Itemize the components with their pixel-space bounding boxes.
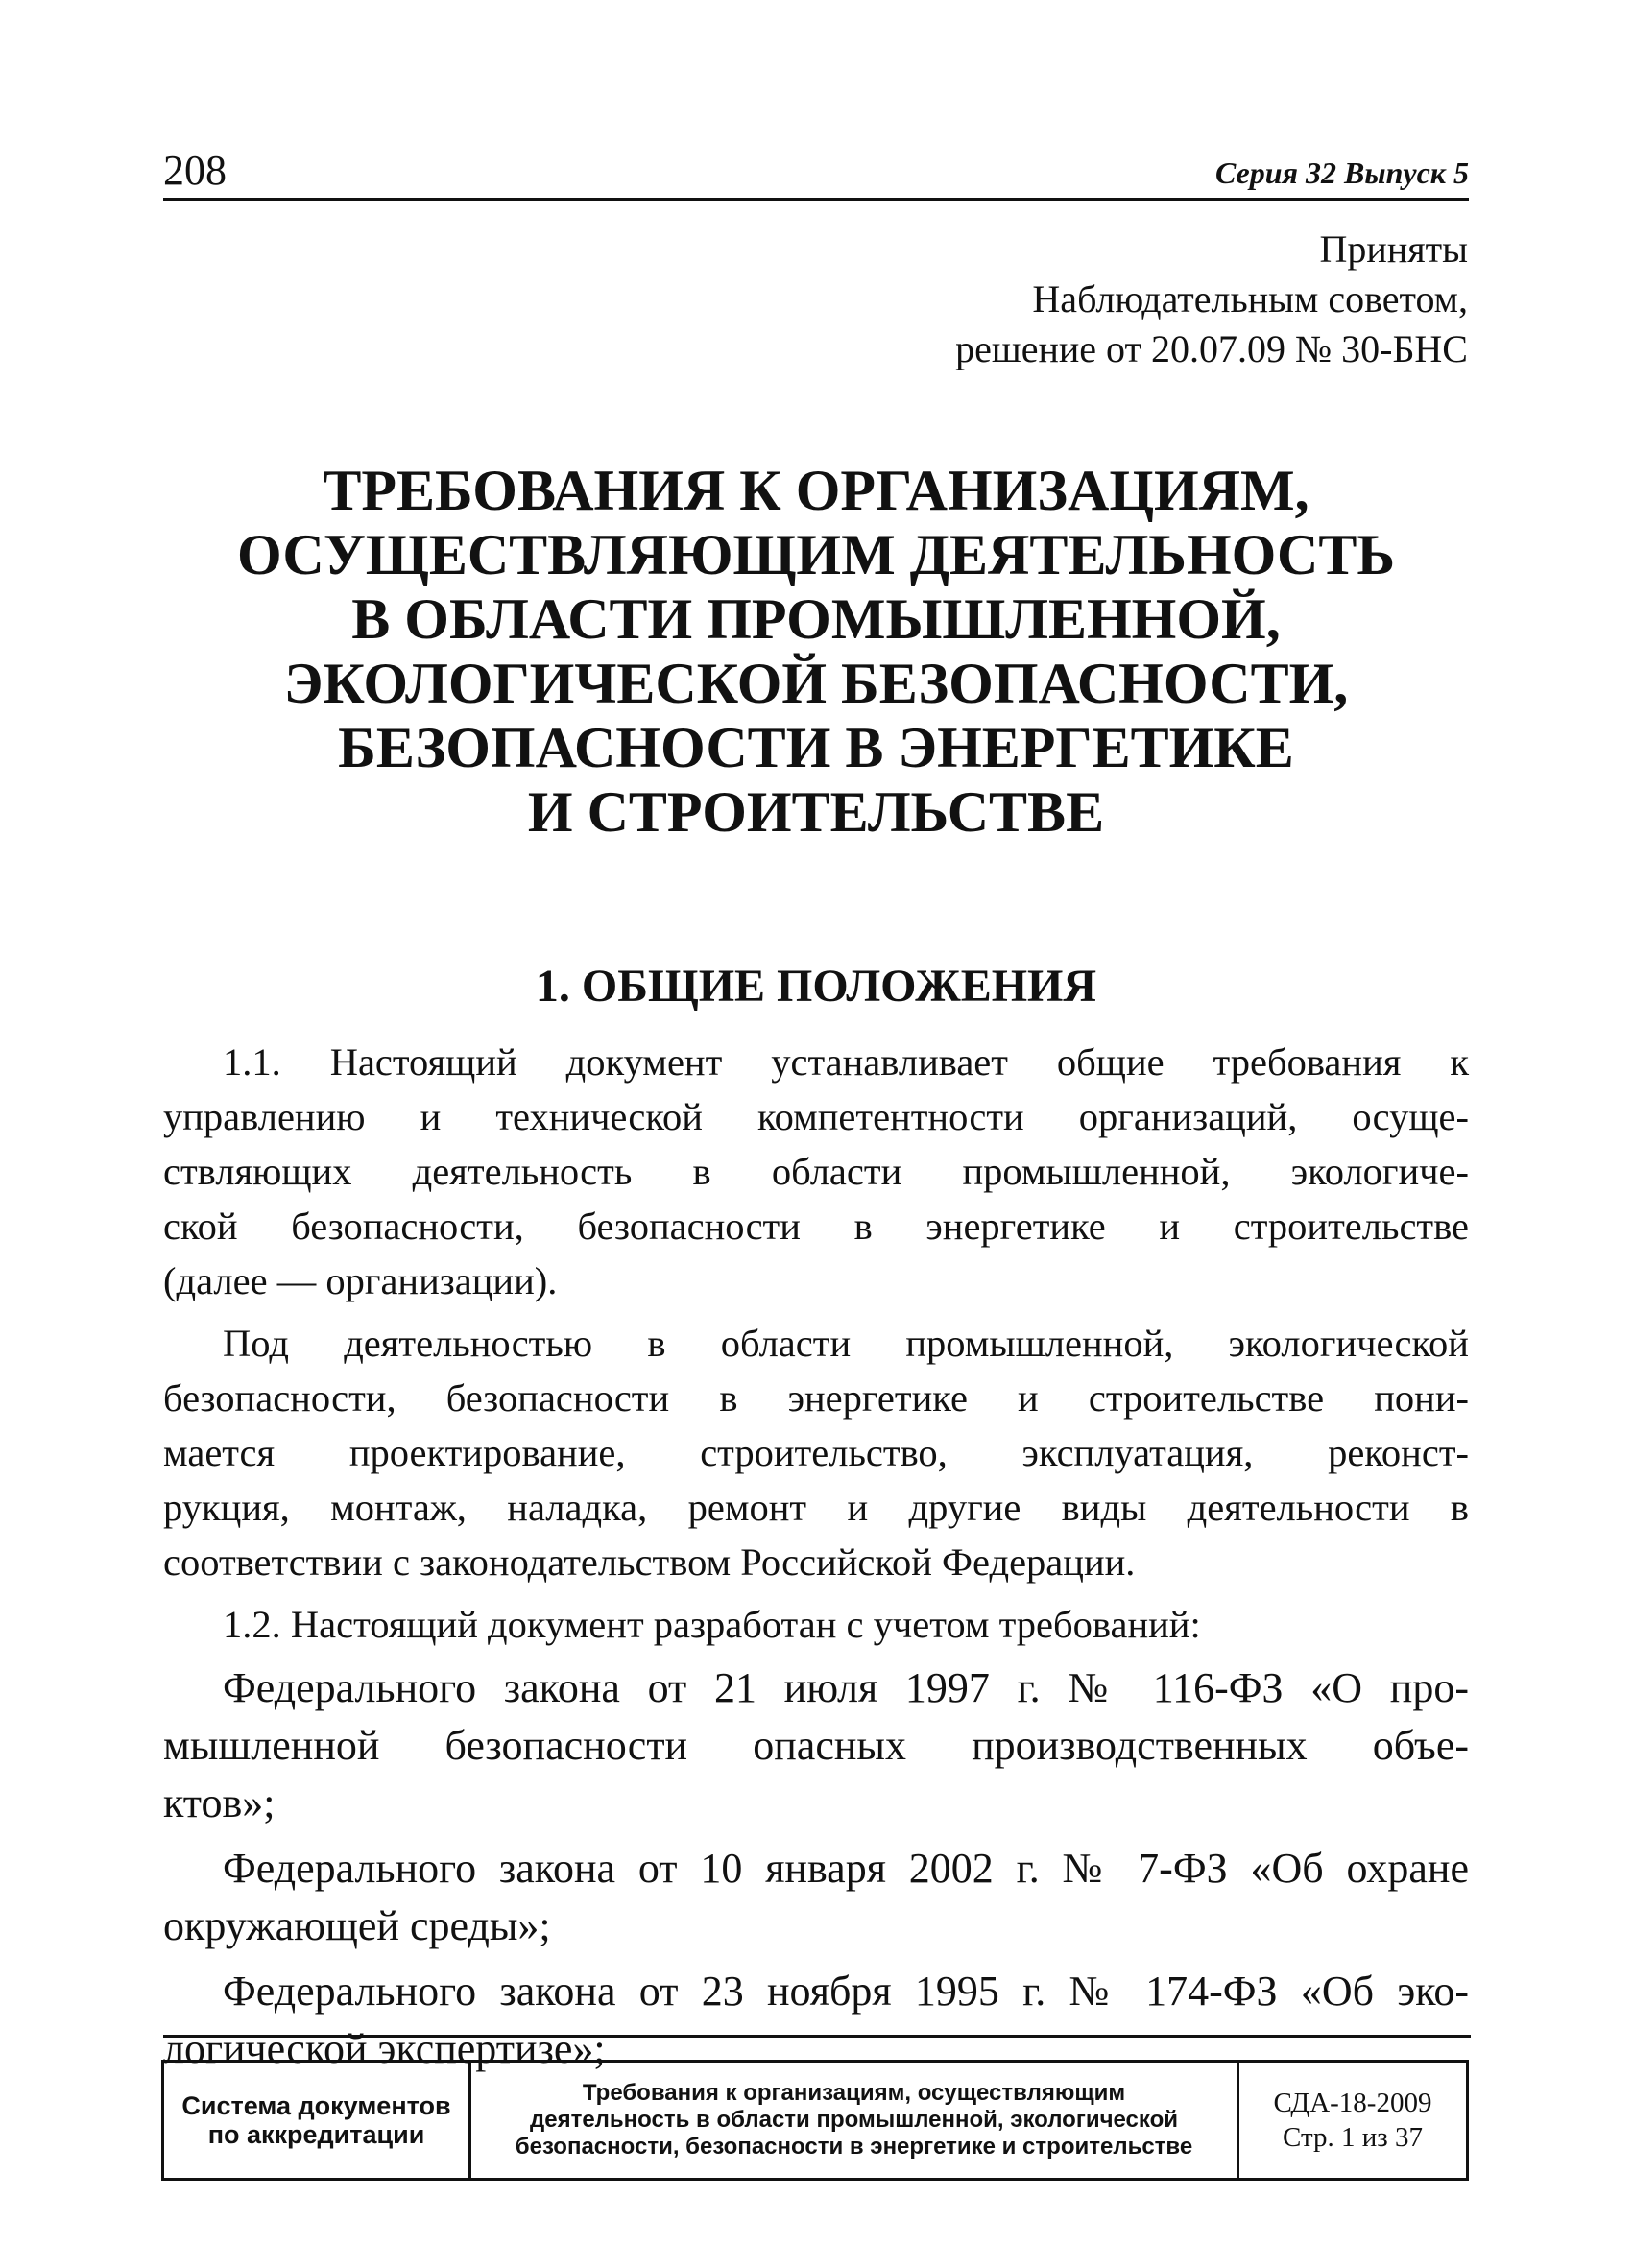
title-line: БЕЗОПАСНОСТИ В ЭНЕРГЕТИКЕ [338, 716, 1294, 779]
title-line: ЭКОЛОГИЧЕСКОЙ БЕЗОПАСНОСТИ, [283, 652, 1349, 715]
page-number: 208 [163, 147, 227, 194]
footer-divider [163, 2035, 1471, 2038]
footer-title-line: деятельность в области промышленной, экологической [529, 2107, 1179, 2133]
title-line: ТРЕБОВАНИЯ К ОРГАНИЗАЦИЯМ, [323, 459, 1309, 522]
text-line: мается проектирование, строительство, эксплуатация, реконст- [163, 1431, 1469, 1474]
text-line: окружающей среды»; [163, 1902, 551, 1949]
section-heading: 1. ОБЩИЕ ПОЛОЖЕНИЯ [535, 961, 1097, 1012]
footer-system-cell [164, 2063, 471, 2178]
text-line: рукция, монтаж, наладка, ремонт и другие виды деятельности в [163, 1486, 1469, 1529]
approval-line: Наблюдательным советом, [1032, 277, 1468, 321]
approval-line: решение от 20.07.09 № 30-БНС [955, 327, 1468, 370]
text-line: 1.2. Настоящий документ разработан с учетом требований: [223, 1603, 1201, 1646]
paragraph [163, 1035, 1469, 1308]
text-line: ствляющих деятельность в области промышленной, экологиче- [163, 1150, 1469, 1193]
footer-system-line: Система документов [181, 2091, 451, 2120]
paragraph [163, 1659, 1469, 1832]
text-line: ской безопасности, безопасности в энергетике и строительстве [163, 1205, 1469, 1248]
approval-block [955, 225, 1468, 374]
text-line: безопасности, безопасности в энергетике и строительстве пони- [163, 1376, 1469, 1420]
text-line: ктов»; [163, 1779, 276, 1826]
footer-title-cell [471, 2063, 1239, 2178]
footer-title-line: Требования к организациям, осуществляющим [582, 2080, 1126, 2106]
body-text [163, 1035, 1469, 2086]
text-line: логической экспертизе»; [163, 2025, 606, 2072]
text-line: Федерального закона от 23 ноября 1995 г. № 174-ФЗ «Об эко- [223, 1968, 1469, 2015]
footer-title-line: безопасности, безопасности в энергетике и строительстве [515, 2134, 1193, 2160]
text-line: 1.1. Настоящий документ устанавливает общие требования к [223, 1040, 1469, 1084]
title-line: В ОБЛАСТИ ПРОМЫШЛЕННОЙ, [351, 587, 1281, 651]
text-line: мышленной безопасности опасных производственных объе- [163, 1722, 1469, 1769]
document-code: СДА-18-2009 [1273, 2088, 1432, 2118]
title-line: ОСУЩЕСТВЛЯЮЩИМ ДЕЯТЕЛЬНОСТЬ [236, 523, 1396, 586]
footer-system-line: по аккредитации [207, 2120, 425, 2149]
page-count: Стр. 1 из 37 [1283, 2122, 1423, 2153]
text-line: управлению и технической компетентности организаций, осуще- [163, 1095, 1469, 1138]
footer-table [161, 2060, 1469, 2181]
paragraph [163, 1840, 1469, 1955]
title-line: И СТРОИТЕЛЬСТВЕ [527, 780, 1105, 844]
series-label: Серия 32 Выпуск 5 [1214, 155, 1469, 190]
running-header [163, 144, 1469, 201]
text-line: Федерального закона от 10 января 2002 г. № 7-ФЗ «Об охране [223, 1845, 1469, 1892]
text-line: (далее — организации). [163, 1259, 558, 1302]
footer-code-cell [1239, 2063, 1466, 2178]
paragraph [163, 1316, 1469, 1589]
document-title [163, 459, 1469, 845]
approval-line: Приняты [1319, 227, 1468, 271]
paragraph [163, 1597, 1469, 1652]
text-line: соответствии с законодательством Российской Федерации. [163, 1540, 1136, 1584]
text-line: Федерального закона от 21 июля 1997 г. № 116-ФЗ «О про- [223, 1664, 1469, 1711]
text-line: Под деятельностью в области промышленной, экологической [223, 1322, 1469, 1365]
